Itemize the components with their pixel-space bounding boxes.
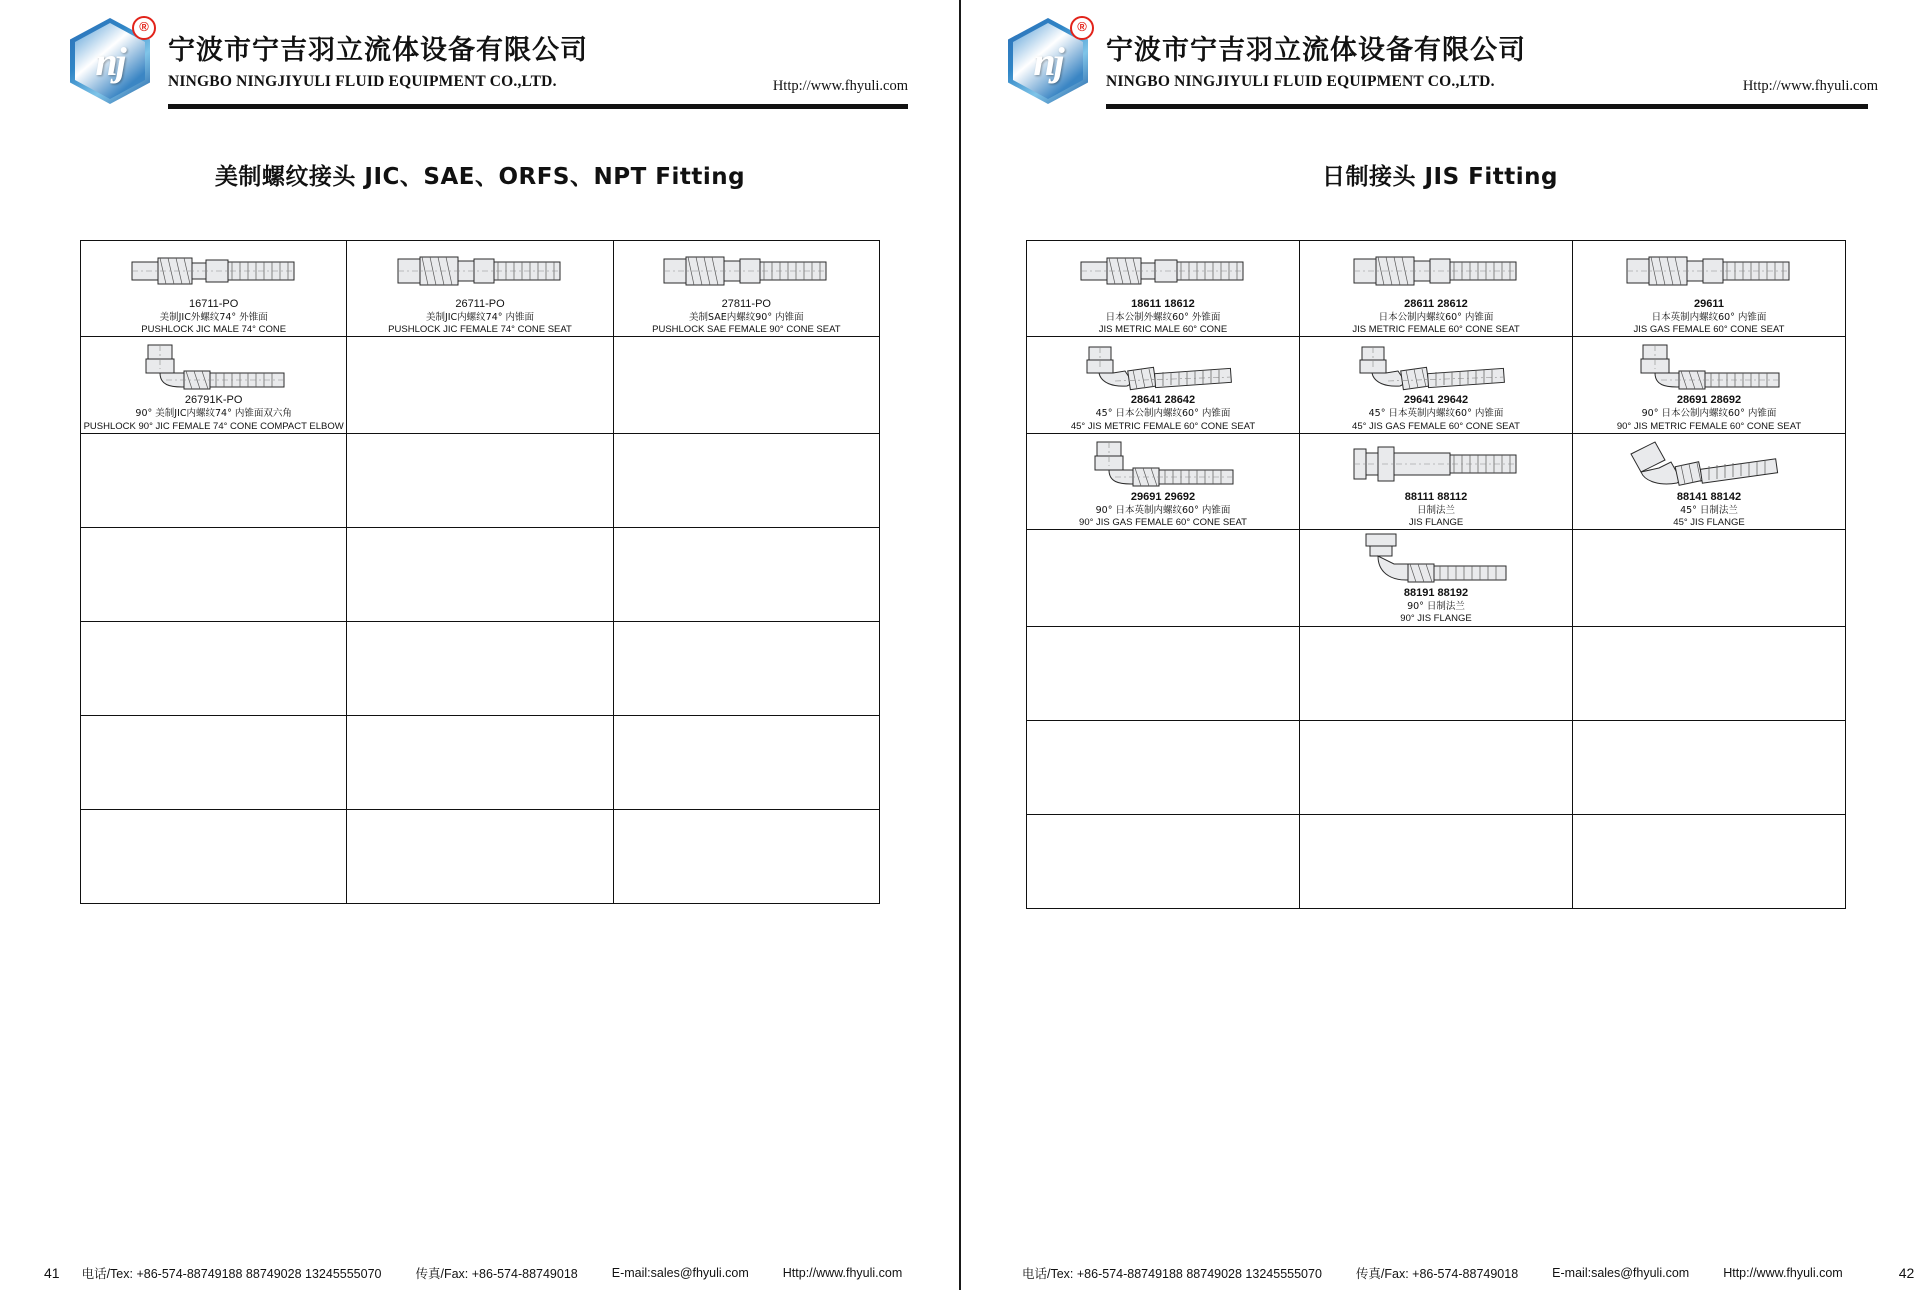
fitting-description-cn: 日本公制外螺纹60° 外锥面 bbox=[1105, 311, 1221, 323]
page-header-right bbox=[960, 0, 1920, 120]
fitting-cell-empty bbox=[347, 527, 613, 621]
registered-trademark-icon: ® bbox=[132, 16, 156, 40]
fitting-cell-empty bbox=[613, 621, 879, 715]
footer-fax-right: 传真/Fax: +86-574-88749018 bbox=[1355, 1267, 1519, 1281]
fitting-description-cn: 日本公制内螺纹60° 内锥面 bbox=[1378, 311, 1494, 323]
fitting-code: 28611 28612 bbox=[1404, 298, 1468, 310]
fitting-drawing-icon bbox=[1348, 341, 1524, 393]
fitting-code: 29641 29642 bbox=[1403, 394, 1469, 407]
footer-email-left[interactable]: E-mail:sales@fhyuli.com bbox=[611, 1266, 749, 1280]
table-row bbox=[1027, 720, 1846, 814]
registered-trademark-icon-right: ® bbox=[1070, 16, 1094, 40]
fitting-cell[interactable] bbox=[81, 241, 347, 337]
fitting-cell-empty bbox=[81, 527, 347, 621]
company-name-cn-right: 宁波市宁吉羽立流体设备有限公司 bbox=[1106, 35, 1526, 66]
fitting-description-cn: 日制法兰 bbox=[1416, 504, 1455, 516]
fitting-code: 29611 bbox=[1694, 298, 1724, 310]
fitting-cell[interactable] bbox=[1300, 241, 1573, 337]
fitting-cell-empty bbox=[347, 621, 613, 715]
table-row bbox=[1027, 337, 1846, 433]
fitting-cell-empty bbox=[1027, 530, 1300, 626]
table-row bbox=[1027, 814, 1846, 908]
fitting-description-en: PUSHLOCK JIC MALE 74° CONE bbox=[141, 324, 287, 336]
table-row bbox=[81, 621, 880, 715]
fitting-code: 28641 28642 bbox=[1130, 394, 1196, 407]
company-logo bbox=[70, 18, 154, 102]
fitting-cell[interactable] bbox=[1573, 433, 1846, 529]
fitting-cell[interactable] bbox=[1027, 433, 1300, 529]
table-row bbox=[81, 337, 880, 433]
company-name-en: NINGBO NINGJIYULI FLUID EQUIPMENT CO.,LTD. bbox=[168, 73, 557, 90]
fitting-cell-empty bbox=[613, 715, 879, 809]
fitting-description-cn: 90° 日本公制内螺纹60° 内锥面 bbox=[1641, 408, 1777, 420]
fitting-cell[interactable] bbox=[1027, 241, 1300, 337]
table-row bbox=[1027, 626, 1846, 720]
fitting-drawing-icon bbox=[1075, 341, 1251, 393]
fitting-description-cn: 90° 日本英制内螺纹60° 内锥面 bbox=[1095, 504, 1231, 516]
header-divider-right bbox=[1106, 104, 1868, 109]
fitting-description-en: 90° JIS FLANGE bbox=[1400, 613, 1472, 625]
fitting-cell-empty bbox=[81, 715, 347, 809]
table-row bbox=[81, 715, 880, 809]
fitting-cell-empty bbox=[1300, 720, 1573, 814]
fitting-cell-empty bbox=[347, 337, 613, 433]
fitting-cell[interactable] bbox=[613, 241, 879, 337]
footer-tel-left: 电话/Tex: +86-574-88749188 88749028 13245555070 bbox=[81, 1267, 382, 1281]
fitting-description-en: JIS FLANGE bbox=[1408, 516, 1464, 528]
page-title-left: 美制螺纹接头 JIC、SAE、ORFS、NPT Fitting bbox=[214, 164, 746, 190]
fitting-cell-empty bbox=[613, 433, 879, 527]
fitting-drawing-icon bbox=[1621, 438, 1797, 490]
fitting-cell-empty bbox=[1027, 626, 1300, 720]
fitting-description-en: PUSHLOCK SAE FEMALE 90° CONE SEAT bbox=[652, 324, 841, 336]
fitting-cell-empty bbox=[81, 433, 347, 527]
fitting-drawing-icon bbox=[126, 341, 302, 393]
fitting-code: 18611 18612 bbox=[1131, 298, 1195, 310]
table-row bbox=[1027, 530, 1846, 626]
catalog-page-right bbox=[960, 0, 1920, 1311]
logo-letters: nj bbox=[95, 38, 125, 84]
fitting-description-cn: 45° 日本英制内螺纹60° 内锥面 bbox=[1368, 408, 1504, 420]
fittings-grid-left bbox=[80, 240, 880, 904]
fitting-cell[interactable] bbox=[1573, 241, 1846, 337]
fitting-description-en: JIS METRIC MALE 60° CONE bbox=[1098, 324, 1228, 336]
fitting-description-cn: 45° 日制法兰 bbox=[1680, 504, 1738, 516]
fitting-description-cn: 美制JIC内螺纹74° 内锥面 bbox=[425, 311, 535, 323]
page-footer-right bbox=[1022, 1263, 1914, 1283]
fitting-cell[interactable] bbox=[347, 241, 613, 337]
fitting-description-en: 90° JIS METRIC FEMALE 60° CONE SEAT bbox=[1616, 420, 1802, 432]
page-number-left: 41 bbox=[44, 1265, 60, 1281]
header-website-url: Http://www.fhyuli.com bbox=[772, 78, 908, 94]
fitting-cell-empty bbox=[347, 809, 613, 903]
fitting-description-cn: 90° 日制法兰 bbox=[1407, 601, 1465, 613]
fitting-cell-empty bbox=[1027, 814, 1300, 908]
fitting-cell[interactable] bbox=[1573, 337, 1846, 433]
table-row bbox=[81, 527, 880, 621]
table-row bbox=[1027, 241, 1846, 337]
fitting-description-en: 45° JIS GAS FEMALE 60° CONE SEAT bbox=[1352, 420, 1520, 432]
header-website-url-right: Http://www.fhyuli.com bbox=[1742, 78, 1878, 94]
fitting-drawing-icon bbox=[1621, 341, 1797, 393]
fitting-description-cn: 美制SAE内螺纹90° 内锥面 bbox=[689, 311, 804, 323]
page-footer-left bbox=[44, 1263, 902, 1283]
footer-email-right[interactable]: E-mail:sales@fhyuli.com bbox=[1552, 1266, 1690, 1280]
fitting-cell-empty bbox=[1027, 720, 1300, 814]
company-logo-right bbox=[1008, 18, 1092, 102]
fitting-code: 88191 88192 bbox=[1403, 587, 1469, 600]
fitting-description-en: 45° JIS FLANGE bbox=[1673, 516, 1745, 528]
fitting-description-cn: 美制JIC外螺纹74° 外锥面 bbox=[159, 311, 268, 323]
fitting-description-en: 90° JIS GAS FEMALE 60° CONE SEAT bbox=[1079, 516, 1247, 528]
footer-web-right[interactable]: Http://www.fhyuli.com bbox=[1723, 1266, 1843, 1280]
fitting-cell-empty bbox=[1300, 626, 1573, 720]
fitting-drawing-icon bbox=[126, 245, 302, 297]
fitting-description-cn: 45° 日本公制内螺纹60° 内锥面 bbox=[1095, 408, 1231, 420]
fitting-drawing-icon bbox=[392, 245, 568, 297]
fitting-code: 88111 88112 bbox=[1404, 490, 1468, 503]
fitting-code: 28691 28692 bbox=[1676, 394, 1742, 407]
page-header-left bbox=[0, 0, 960, 120]
fitting-code: 26791K-PO bbox=[184, 394, 243, 407]
table-row bbox=[81, 809, 880, 903]
fitting-cell-empty bbox=[347, 433, 613, 527]
company-name-cn: 宁波市宁吉羽立流体设备有限公司 bbox=[168, 35, 588, 66]
logo-letters-right: nj bbox=[1033, 38, 1063, 84]
footer-fax-left: 传真/Fax: +86-574-88749018 bbox=[415, 1267, 578, 1281]
fitting-cell-empty bbox=[613, 809, 879, 903]
fitting-cell[interactable] bbox=[1300, 433, 1573, 529]
fitting-cell-empty bbox=[81, 809, 347, 903]
fitting-cell-empty bbox=[613, 337, 879, 433]
fitting-drawing-icon bbox=[1348, 438, 1524, 490]
fitting-code: 16711-PO bbox=[189, 298, 239, 310]
fitting-cell[interactable] bbox=[1300, 337, 1573, 433]
fitting-cell-empty bbox=[81, 621, 347, 715]
fitting-cell[interactable] bbox=[1027, 337, 1300, 433]
fitting-cell[interactable] bbox=[1300, 530, 1573, 626]
fitting-description-en: PUSHLOCK JIC FEMALE 74° CONE SEAT bbox=[388, 324, 572, 336]
fitting-description-en: JIS METRIC FEMALE 60° CONE SEAT bbox=[1352, 324, 1520, 336]
fitting-description-en: 45° JIS METRIC FEMALE 60° CONE SEAT bbox=[1070, 420, 1256, 432]
fitting-description-cn: 90° 美制JIC内螺纹74° 内锥面双六角 bbox=[135, 408, 292, 420]
fitting-code: 26711-PO bbox=[455, 298, 505, 310]
header-divider bbox=[168, 104, 908, 109]
fitting-description-en: JIS GAS FEMALE 60° CONE SEAT bbox=[1633, 324, 1785, 336]
fitting-drawing-icon bbox=[1075, 438, 1251, 490]
fitting-cell-empty bbox=[1300, 814, 1573, 908]
page-title-right: 日制接头 JIS Fitting bbox=[1321, 164, 1558, 190]
fitting-code: 88141 88142 bbox=[1676, 490, 1742, 503]
fitting-description-en: PUSHLOCK 90° JIC FEMALE 74° CONE COMPACT ELBOW bbox=[83, 420, 344, 432]
company-name-block bbox=[168, 28, 588, 91]
footer-tel-right: 电话/Tex: +86-574-88749188 88749028 13245555070 bbox=[1022, 1267, 1322, 1281]
fitting-drawing-icon bbox=[658, 245, 834, 297]
fitting-drawing-icon bbox=[1621, 245, 1797, 297]
fitting-cell-empty bbox=[1573, 814, 1846, 908]
table-row bbox=[81, 241, 880, 337]
fitting-cell-empty bbox=[1573, 720, 1846, 814]
fitting-drawing-icon bbox=[1075, 245, 1251, 297]
fitting-drawing-icon bbox=[1348, 534, 1524, 586]
fitting-cell[interactable] bbox=[81, 337, 347, 433]
fitting-cell-empty bbox=[1573, 530, 1846, 626]
fitting-cell-empty bbox=[347, 715, 613, 809]
company-name-en-right: NINGBO NINGJIYULI FLUID EQUIPMENT CO.,LTD. bbox=[1106, 73, 1495, 90]
fitting-code: 29691 29692 bbox=[1130, 490, 1196, 503]
footer-web-left[interactable]: Http://www.fhyuli.com bbox=[782, 1266, 903, 1280]
table-row bbox=[1027, 433, 1846, 529]
fitting-code: 27811-PO bbox=[721, 298, 771, 310]
fittings-grid-right bbox=[1026, 240, 1846, 909]
page-number-right: 42 bbox=[1898, 1265, 1915, 1281]
fitting-description-cn: 日本英制内螺纹60° 内锥面 bbox=[1651, 311, 1767, 323]
company-name-block-right bbox=[1106, 28, 1526, 91]
fitting-drawing-icon bbox=[1348, 245, 1524, 297]
table-row bbox=[81, 433, 880, 527]
fitting-cell-empty bbox=[613, 527, 879, 621]
fitting-cell-empty bbox=[1573, 626, 1846, 720]
